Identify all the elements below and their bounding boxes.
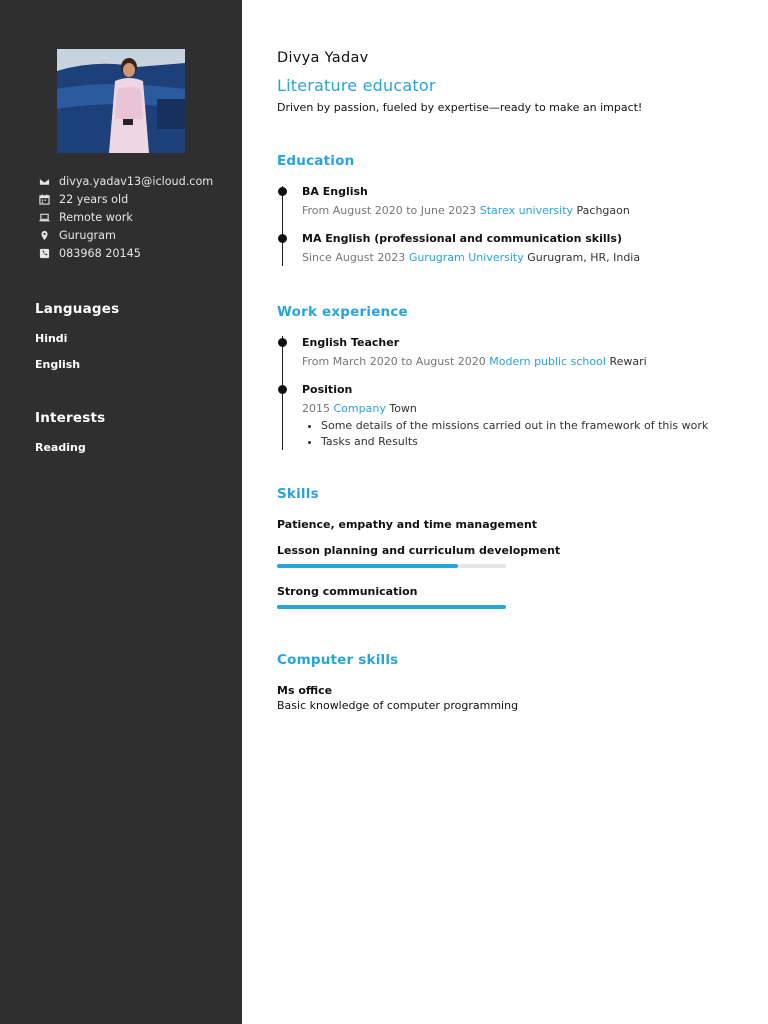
work-heading: Work experience [277, 304, 408, 320]
skill-bar [277, 564, 506, 568]
work-meta [302, 355, 647, 368]
list-item: • Some details of the missions carried out in the framework of this work [321, 419, 708, 435]
contact-age [38, 190, 213, 208]
education-title: MA English (professional and communication skills) [302, 232, 622, 245]
languages-heading: Languages [35, 301, 120, 317]
skill-label: Lesson planning and curriculum development [277, 544, 561, 557]
skill-bar-fill [277, 605, 506, 609]
full-name: Divya Yadav [277, 50, 369, 66]
education-title: BA English [302, 185, 368, 198]
education-school-link[interactable]: Gurugram University [408, 251, 524, 264]
work-place: Town [389, 402, 417, 415]
age-text: 22 years old [59, 192, 129, 206]
skill-label: Strong communication [277, 585, 418, 598]
laptop-icon [38, 211, 50, 223]
sidebar [0, 0, 242, 1024]
contact-email[interactable] [38, 172, 213, 190]
interests-heading: Interests [35, 410, 106, 426]
skills-heading: Skills [277, 486, 319, 502]
work-title: Position [302, 383, 353, 396]
list-item: • Tasks and Results [321, 435, 708, 451]
education-place: Gurugram, HR, India [527, 251, 641, 264]
work-meta [302, 402, 417, 415]
language-item: Hindi [35, 332, 68, 345]
work-place: Rewari [609, 355, 647, 368]
computer-skills-heading: Computer skills [277, 652, 399, 668]
timeline-dot [278, 234, 287, 243]
education-heading: Education [277, 153, 355, 169]
timeline-dot [278, 338, 287, 347]
education-meta [302, 251, 640, 264]
contact-location [38, 227, 213, 245]
tagline: Driven by passion, fueled by expertise—ready to make an impact! [277, 101, 643, 114]
envelope-icon [38, 175, 50, 187]
map-pin-icon [38, 230, 50, 242]
education-meta [302, 204, 630, 217]
work-dates: 2015 [302, 402, 330, 415]
job-title: Literature educator [277, 76, 436, 95]
education-place: Pachgaon [576, 204, 630, 217]
email-text: divya.yadav13@icloud.com [59, 174, 214, 188]
contact-work-mode [38, 208, 213, 226]
location-text: Gurugram [59, 229, 116, 243]
profile-photo [57, 49, 185, 153]
timeline-dot [278, 187, 287, 196]
education-dates: From August 2020 to June 2023 [302, 204, 477, 217]
contact-phone[interactable] [38, 245, 213, 263]
skill-bar-fill [277, 564, 458, 568]
computer-skill-description: Basic knowledge of computer programming [277, 699, 519, 712]
contact-list [38, 172, 213, 263]
phone-icon [38, 248, 50, 260]
education-school-link[interactable]: Starex university [479, 204, 574, 217]
phone-text: 083968 20145 [59, 247, 141, 261]
timeline-dot [278, 385, 287, 394]
work-bullets [321, 419, 708, 450]
interest-item: Reading [35, 441, 86, 454]
skill-bar [277, 605, 506, 609]
work-title: English Teacher [302, 336, 400, 349]
calendar-icon [38, 193, 50, 205]
work-company-link[interactable]: Company [333, 402, 386, 415]
work-dates: From March 2020 to August 2020 [302, 355, 486, 368]
skill-label: Patience, empathy and time management [277, 518, 538, 531]
timeline-line [282, 186, 283, 266]
work-company-link[interactable]: Modern public school [489, 355, 606, 368]
language-item: English [35, 358, 81, 371]
computer-skill-title: Ms office [277, 684, 333, 697]
work-mode-text: Remote work [59, 210, 133, 224]
education-dates: Since August 2023 [302, 251, 406, 264]
